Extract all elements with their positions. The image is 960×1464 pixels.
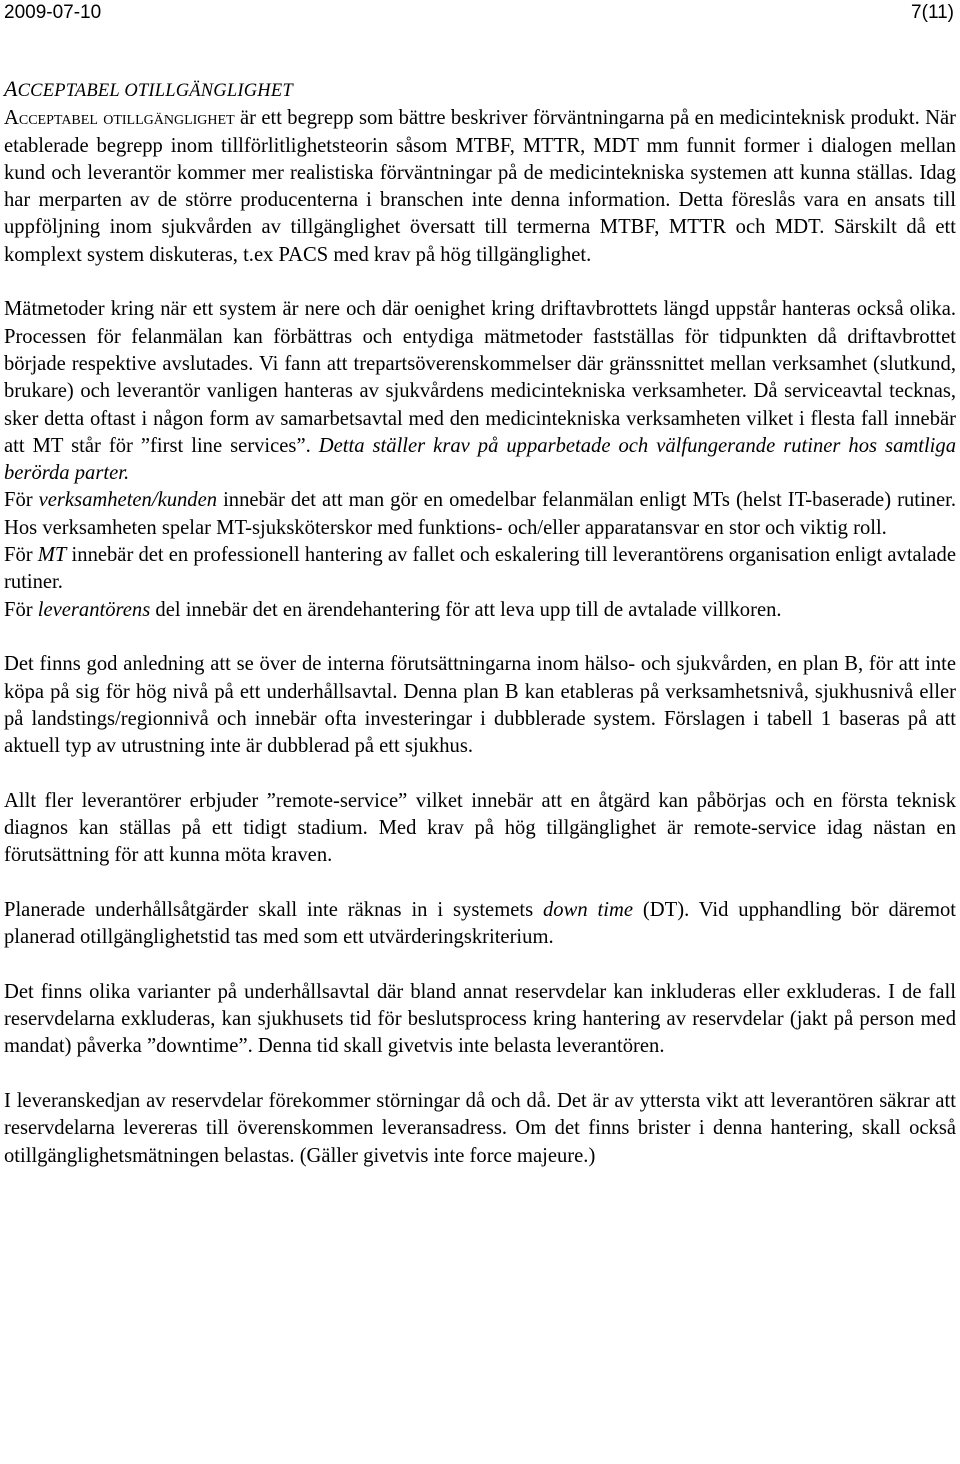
paragraph-text: är ett begrepp som bättre beskriver förväntningarna på en medicinteknisk produkt. När etablerade begrepp inom tillförlitlighetsteorin såsom MTBF, MTTR, MDT mm funnit former i dialogen mellan kund och leverantör kommer mer realistiska förväntningar på de medicintekniska systemen att kunna ställas. Idag har merparten av de större producenterna i branschen inte denna information. Detta föreslås vara en ansats till uppföljning inom sjukvården av tillgänglighet översatt till termerna MTBF, MTTR och MDT. Särskilt då ett komplext system diskuteras, t.ex PACS med krav på hög tillgänglighet. xyxy=(4,107,956,266)
paragraph-prefix: För xyxy=(4,544,38,567)
paragraph-for-customer xyxy=(4,487,956,542)
paragraph-text: innebär det en professionell hantering av fallet och eskalering till leverantörens organisation enligt avtalade rutiner. xyxy=(4,544,956,594)
paragraph-acceptable-unavailability xyxy=(4,105,956,269)
paragraph-plan-b: Det finns god anledning att se över de interna förutsättningarna inom hälso- och sjukvården, en plan B, för att inte köpa på sig för hög nivå på ett underhållsavtal. Denna plan B kan etableras på verksamhetsnivå, sjukhusnivå eller på landstings/regionnivå och innebär ofta investeringar i dubblerade system. Förslagen i tabell 1 baseras på att aktuell typ av utrustning inte är dubblerad på ett sjukhus. xyxy=(4,653,956,758)
header-date: 2009-07-10 xyxy=(4,2,102,23)
paragraph-planned-maintenance xyxy=(4,897,956,952)
paragraph-text: Mätmetoder kring när ett system är nere och där oenighet kring driftavbrottets längd uppstår hanteras också olika. Processen för felanmälan kan förbättras och entydiga mätmetoder fastställas för tidpunkten då driftavbrottet började respektive avslutades. Vi fann att trepartsöverenskommelser där gränssnittet mellan verksamhet (slutkund, brukare) och leverantör vanligen hanteras av sjukvårdens medicintekniska verksamheter. Då serviceavtal tecknas, sker detta oftast i någon form av samarbetsavtal med den medicintekniska verksamheten vilket i flesta fall innebär att MT står för ”first line services”. xyxy=(4,298,956,457)
term-supplier: leverantörens xyxy=(37,598,151,621)
page-header xyxy=(4,0,954,30)
term-down-time: down time xyxy=(543,898,633,921)
term-customer: verksamheten/kunden xyxy=(38,489,218,512)
paragraph-for-mt xyxy=(4,542,956,597)
paragraph-prefix: För xyxy=(4,598,38,621)
paragraph-remote-service: Allt fler leverantörer erbjuder ”remote-service” vilket innebär att en åtgärd kan påbörjas och en första teknisk diagnos kan ställas på ett tidigt stadium. Med krav på hög tillgänglighet är remote-service idag nästan en förutsättning för att kunna möta kraven. xyxy=(4,789,956,867)
term-acceptable-unavailability: Acceptabel otillgänglighet xyxy=(4,107,235,130)
paragraph-prefix: För xyxy=(4,489,39,512)
section-heading: ACCEPTABEL OTILLGÄNGLIGHET xyxy=(4,76,293,101)
paragraph-prefix: Planerade underhållsåtgärder skall inte räknas in i systemets xyxy=(4,898,543,921)
emphasis-text: Detta ställer krav på upparbetade och välfungerande rutiner hos samtliga berörda parter. xyxy=(4,434,957,485)
paragraph-spare-parts: Det finns olika varianter på underhållsavtal där bland annat reservdelar kan inkluderas eller exkluderas. I de fall reservdelarna exkluderas, kan sjukhusets tid för beslutsprocess kring hantering av reservdelar (jakt på person med mandat) påverka ”downtime”. Denna tid skall givetvis inte belasta leverantören. xyxy=(4,980,956,1058)
paragraph-text: innebär det att man gör en omedelbar felanmälan enligt MTs (helst IT-baserade) rutiner. Hos verksamheten spelar MT-sjuksköterskor med funktions- och/eller apparatansvar en stor och viktig roll. xyxy=(4,489,956,539)
paragraph-text: del innebär det en ärendehantering för att leva upp till de avtalade villkoren. xyxy=(150,598,782,621)
document-body xyxy=(4,75,956,1170)
term-mt: MT xyxy=(37,544,67,567)
header-page-number: 7(11) xyxy=(911,2,954,23)
paragraph-for-supplier xyxy=(4,597,956,624)
paragraph-supply-chain: I leveranskedjan av reservdelar förekommer störningar då och då. Det är av yttersta vikt att leverantören säkrar att reservdelarna levereras till överenskommen leveransadress. Om det finns brister i denna hantering, skall också otillgänglighetsmätningen belastas. (Gäller givetvis inte force majeure.) xyxy=(4,1089,956,1167)
paragraph-text: (DT). Vid upphandling bör däremot planerad otillgänglighetstid tas med som ett utvärderingskriterium. xyxy=(4,898,956,949)
paragraph-measurement-methods xyxy=(4,296,956,487)
